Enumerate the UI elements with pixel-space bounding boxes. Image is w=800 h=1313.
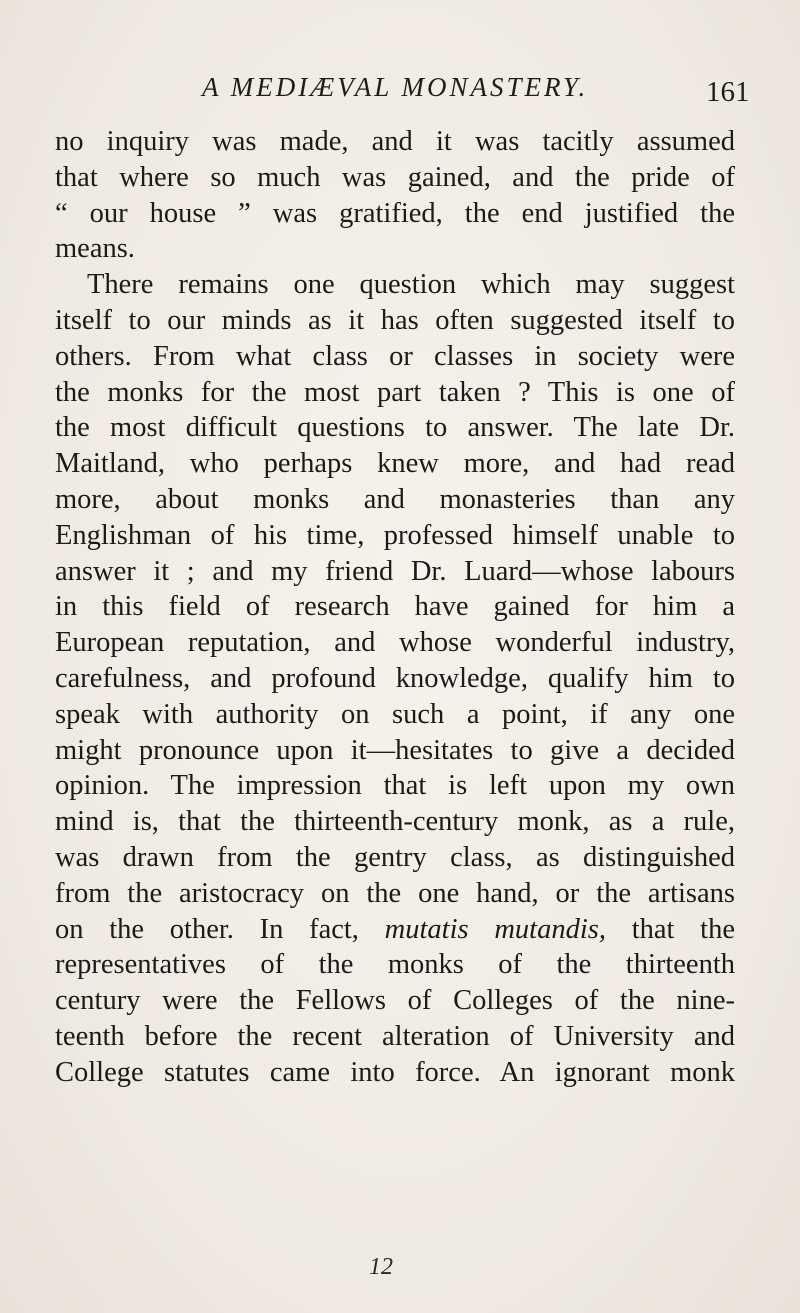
text-line: opinion. The impression that is left upon my own	[55, 770, 735, 802]
text-line: mind is, that the thirteenth-century monk, as a rule,	[55, 806, 735, 838]
text-line: Englishman of his time, professed himself unable to	[55, 519, 735, 551]
text-line: might pronounce upon it—hesitates to give a decided	[55, 734, 735, 766]
paragraph-start-line: There remains one question which may suggest	[87, 269, 735, 301]
text-line: that where so much was gained, and the pride of	[55, 161, 735, 193]
text-line: was drawn from the gentry class, as distinguished	[55, 841, 735, 873]
text-line: the most difficult questions to answer. The late Dr.	[55, 412, 735, 444]
page-number: 161	[706, 76, 750, 108]
text-line: carefulness, and profound knowledge, qualify him to	[55, 662, 735, 694]
signature-mark: 12	[369, 1254, 393, 1280]
text-line: answer it ; and my friend Dr. Luard—whose labours	[55, 555, 735, 587]
text-fragment: that the	[631, 913, 735, 945]
text-line: European reputation, and whose wonderful industry,	[55, 627, 735, 659]
text-line: in this field of research have gained for him a	[55, 591, 735, 623]
text-line: representatives of the monks of the thirteenth	[55, 949, 735, 981]
text-line: “ our house ” was gratified, the end justified the	[55, 197, 735, 229]
text-line: others. From what class or classes in society were	[55, 340, 735, 372]
running-title: A MEDIÆVAL MONASTERY.	[202, 72, 589, 102]
text-line: itself to our minds as it has often suggested itself to	[55, 304, 735, 336]
text-line: College statutes came into force. An ignorant monk	[55, 1056, 735, 1088]
text-line: century were the Fellows of Colleges of the nine-	[55, 985, 735, 1017]
text-line: the monks for the most part taken ? This is one of	[55, 376, 735, 408]
text-line: teenth before the recent alteration of University and	[55, 1020, 735, 1052]
text-fragment: on the other. In fact,	[55, 913, 359, 945]
text-line-with-italics	[55, 912, 735, 948]
text-line: speak with authority on such a point, if any one	[55, 698, 735, 730]
text-line: Maitland, who perhaps knew more, and had read	[55, 448, 735, 480]
italic-phrase: mutatis mutandis,	[384, 913, 606, 945]
text-line: means.	[55, 233, 135, 265]
text-line: no inquiry was made, and it was tacitly assumed	[55, 126, 735, 157]
text-line: more, about monks and monasteries than any	[55, 483, 735, 515]
text-line: from the aristocracy on the one hand, or the artisans	[55, 877, 735, 909]
body-text	[55, 124, 735, 1091]
